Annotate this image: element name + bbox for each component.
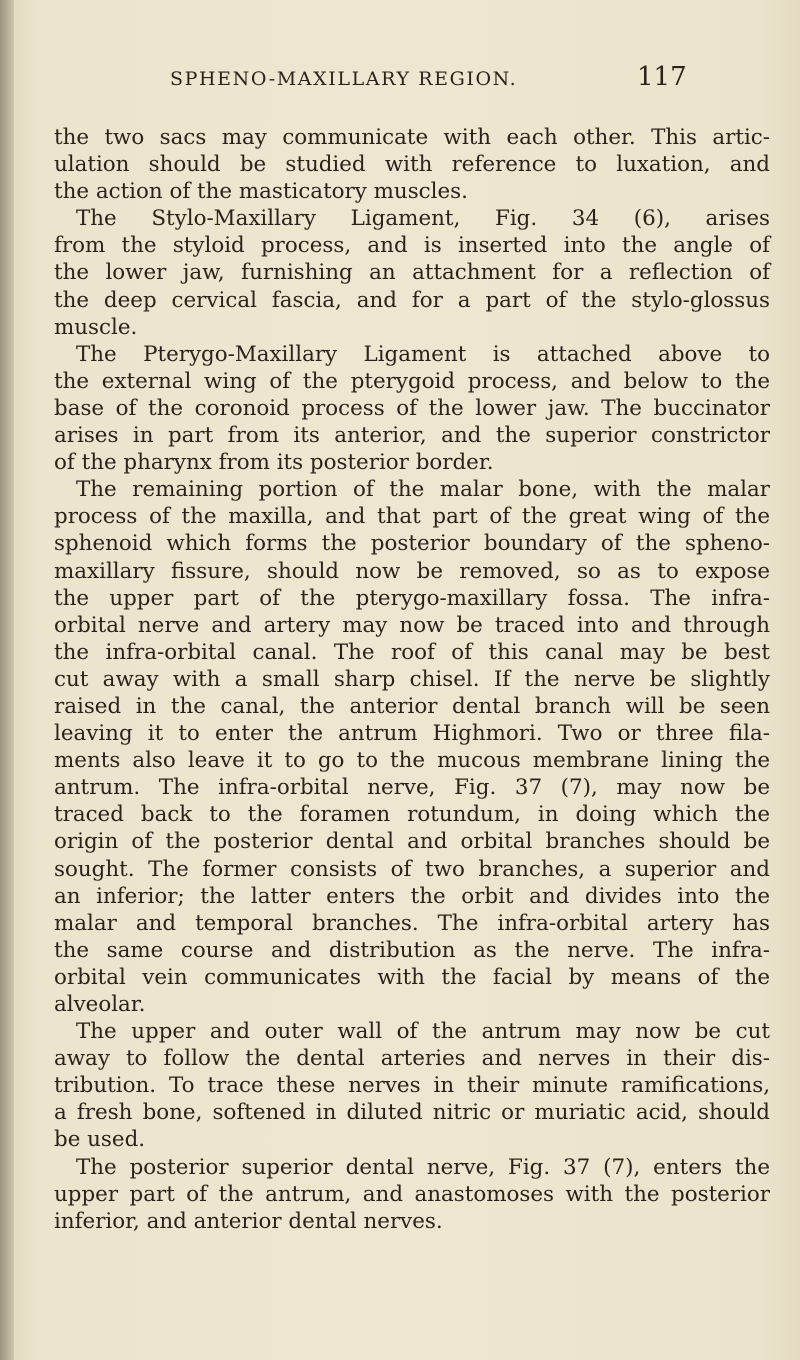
- text-line: the external wing of the pterygoid process, and below to the: [54, 368, 770, 394]
- text-line: be used.: [54, 1127, 146, 1153]
- text-line: cut away with a small sharp chisel. If the nerve be slightly: [54, 666, 770, 692]
- text-line: the infra-orbital canal. The roof of this canal may be best: [54, 639, 770, 665]
- running-head: SPHENO-MAXILLARY REGION.: [170, 68, 518, 90]
- text-line: sphenoid which forms the posterior boundary of the spheno-: [54, 531, 770, 557]
- text-line: The remaining portion of the malar bone, with the malar: [76, 477, 770, 503]
- text-line: The upper and outer wall of the antrum may now be cut: [76, 1019, 770, 1045]
- text-line: inferior, and anterior dental nerves.: [54, 1208, 443, 1234]
- text-line: muscle.: [54, 314, 138, 340]
- text-line: traced back to the foramen rotundum, in doing which the: [54, 802, 770, 828]
- text-line: base of the coronoid process of the lower jaw. The buccinator: [54, 395, 770, 421]
- text-line: alveolar.: [54, 992, 146, 1017]
- text-line: an inferior; the latter enters the orbit and divides into the: [54, 883, 770, 909]
- text-line: The Stylo-Maxillary Ligament, Fig. 34 (6), arises: [76, 206, 770, 232]
- text-line: the two sacs may communicate with each other. This artic-: [54, 125, 770, 150]
- text-line: the deep cervical fascia, and for a part of the stylo-glossus: [54, 287, 770, 313]
- page-header: [0, 62, 800, 102]
- text-line: process of the maxilla, and that part of the great wing of the: [54, 504, 770, 530]
- body-text: [54, 124, 770, 1235]
- text-line: raised in the canal, the anterior dental branch will be seen: [54, 693, 770, 719]
- text-line: the upper part of the pterygo-maxillary fossa. The infra-: [54, 585, 770, 611]
- text-line: the lower jaw, furnishing an attachment for a reflection of: [54, 260, 770, 286]
- text-line: from the styloid process, and is inserted into the angle of: [54, 233, 770, 259]
- text-line: of the pharynx from its posterior border.: [54, 450, 494, 476]
- text-line: the action of the masticatory muscles.: [54, 179, 468, 205]
- text-line: The Pterygo-Maxillary Ligament is attached above to: [76, 341, 770, 367]
- text-line: tribution. To trace these nerves in their minute ramifications,: [54, 1073, 770, 1099]
- text-line: maxillary fissure, should now be removed, so as to expose: [54, 558, 770, 584]
- text-line: arises in part from its anterior, and the superior constrictor: [54, 423, 770, 449]
- text-line: orbital nerve and artery may now be traced into and through: [54, 612, 770, 638]
- page-number: 117: [637, 62, 687, 92]
- text-line: sought. The former consists of two branches, a superior and: [54, 856, 770, 882]
- text-line: orbital vein communicates with the facial by means of the: [54, 964, 770, 990]
- text-line: upper part of the antrum, and anastomoses with the posterior: [54, 1181, 770, 1207]
- text-line: ments also leave it to go to the mucous membrane lining the: [54, 748, 770, 774]
- page-gutter: [0, 0, 14, 1360]
- text-line: The posterior superior dental nerve, Fig. 37 (7), enters the: [76, 1154, 770, 1180]
- text-line: antrum. The infra-orbital nerve, Fig. 37 (7), may now be: [54, 775, 770, 801]
- text-line: a fresh bone, softened in diluted nitric or muriatic acid, should: [54, 1100, 770, 1126]
- text-line: the same course and distribution as the nerve. The infra-: [54, 937, 770, 963]
- text-line: ulation should be studied with reference to luxation, and: [54, 152, 770, 178]
- text-line: malar and temporal branches. The infra-orbital artery has: [54, 910, 770, 936]
- text-line: origin of the posterior dental and orbital branches should be: [54, 829, 770, 855]
- text-line: leaving it to enter the antrum Highmori. Two or three fila-: [54, 721, 770, 747]
- text-line: away to follow the dental arteries and nerves in their dis-: [54, 1046, 770, 1072]
